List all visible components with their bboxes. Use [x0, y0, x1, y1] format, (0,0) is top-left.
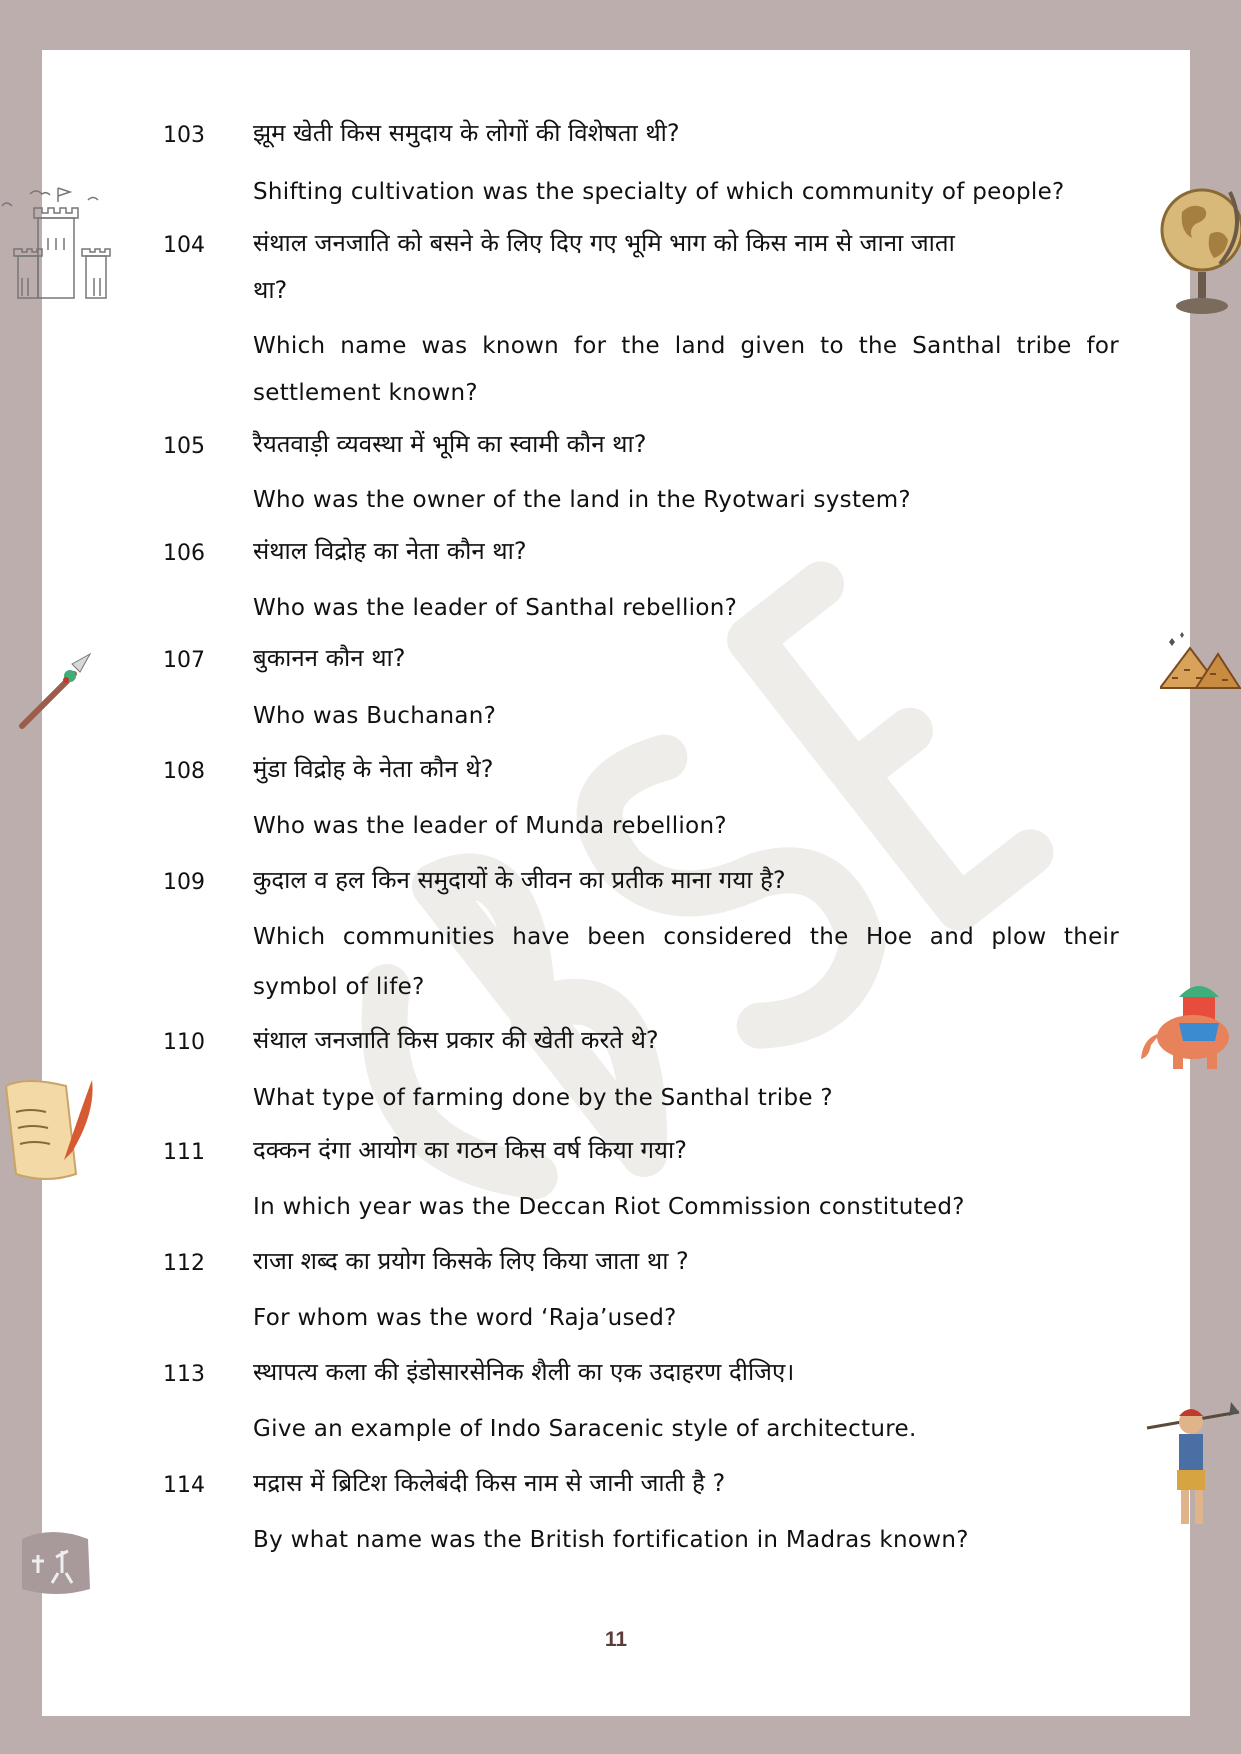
question-english: Shifting cultivation was the specialty of which community of people?: [253, 179, 1065, 205]
document-page: [42, 50, 1190, 1716]
question-hindi: संथाल जनजाति को बसने के लिए दिए गए भूमि भाग को किस नाम से जाना जाता: [253, 229, 955, 257]
question-hindi: स्थापत्य कला की इंडोसारसेनिक शैली का एक उदाहरण दीजिए।: [253, 1358, 795, 1386]
question-number: 114: [163, 1473, 205, 1498]
question-number: 109: [163, 870, 205, 895]
question-hindi: झूम खेती किस समुदाय के लोगों की विशेषता थी?: [253, 119, 680, 147]
question-number: 112: [163, 1251, 205, 1276]
question-number: 105: [163, 434, 205, 459]
question-english: Who was the leader of Munda rebellion?: [253, 813, 727, 839]
question-number: 111: [163, 1140, 205, 1165]
question-hindi: था?: [253, 276, 288, 304]
question-hindi: राजा शब्द का प्रयोग किसके लिए किया जाता था ?: [253, 1247, 689, 1275]
question-number: 104: [163, 233, 205, 258]
question-english: In which year was the Deccan Riot Commission constituted?: [253, 1194, 965, 1220]
question-number: 103: [163, 123, 205, 148]
question-english: Who was Buchanan?: [253, 703, 497, 729]
question-english: Which communities have been considered the Hoe and plow their: [253, 924, 1119, 950]
question-number: 108: [163, 759, 205, 784]
question-hindi: संथाल जनजाति किस प्रकार की खेती करते थे?: [253, 1026, 659, 1054]
pyramids-icon: [1160, 630, 1241, 692]
question-english: Which name was known for the land given to the Santhal tribe for: [253, 333, 1119, 359]
globe-icon: [1160, 182, 1241, 316]
question-number: 113: [163, 1362, 205, 1387]
question-number: 110: [163, 1030, 205, 1055]
question-english: settlement known?: [253, 380, 478, 406]
question-list: [42, 50, 1190, 1716]
question-number: 106: [163, 541, 205, 566]
question-hindi: कुदाल व हल किन समुदायों के जीवन का प्रतीक माना गया है?: [253, 866, 786, 894]
question-hindi: मुंडा विद्रोह के नेता कौन थे?: [253, 755, 494, 783]
question-number: 107: [163, 648, 205, 673]
cave-art-icon: [18, 1525, 94, 1595]
question-english: symbol of life?: [253, 974, 425, 1000]
question-hindi: दक्कन दंगा आयोग का गठन किस वर्ष किया गया?: [253, 1136, 687, 1164]
page-number: 11: [604, 1628, 628, 1651]
elephant-icon: [1133, 975, 1241, 1077]
warrior-icon: [1145, 1392, 1241, 1532]
question-english: For whom was the word ‘Raja’used?: [253, 1305, 677, 1331]
question-hindi: संथाल विद्रोह का नेता कौन था?: [253, 537, 527, 565]
question-hindi: बुकानन कौन था?: [253, 644, 406, 672]
spear-icon: [14, 650, 94, 730]
question-english: By what name was the British fortification in Madras known?: [253, 1527, 969, 1553]
castle-icon: [0, 178, 112, 304]
question-english: Give an example of Indo Saracenic style of architecture.: [253, 1416, 917, 1442]
scroll-quill-icon: [0, 1072, 98, 1192]
question-english: Who was the owner of the land in the Ryotwari system?: [253, 487, 911, 513]
question-english: Who was the leader of Santhal rebellion?: [253, 595, 738, 621]
question-english: What type of farming done by the Santhal tribe ?: [253, 1085, 833, 1111]
question-hindi: मद्रास में ब्रिटिश किलेबंदी किस नाम से जानी जाती है ?: [253, 1469, 726, 1497]
question-hindi: रैयतवाड़ी व्यवस्था में भूमि का स्वामी कौन था?: [253, 430, 647, 458]
